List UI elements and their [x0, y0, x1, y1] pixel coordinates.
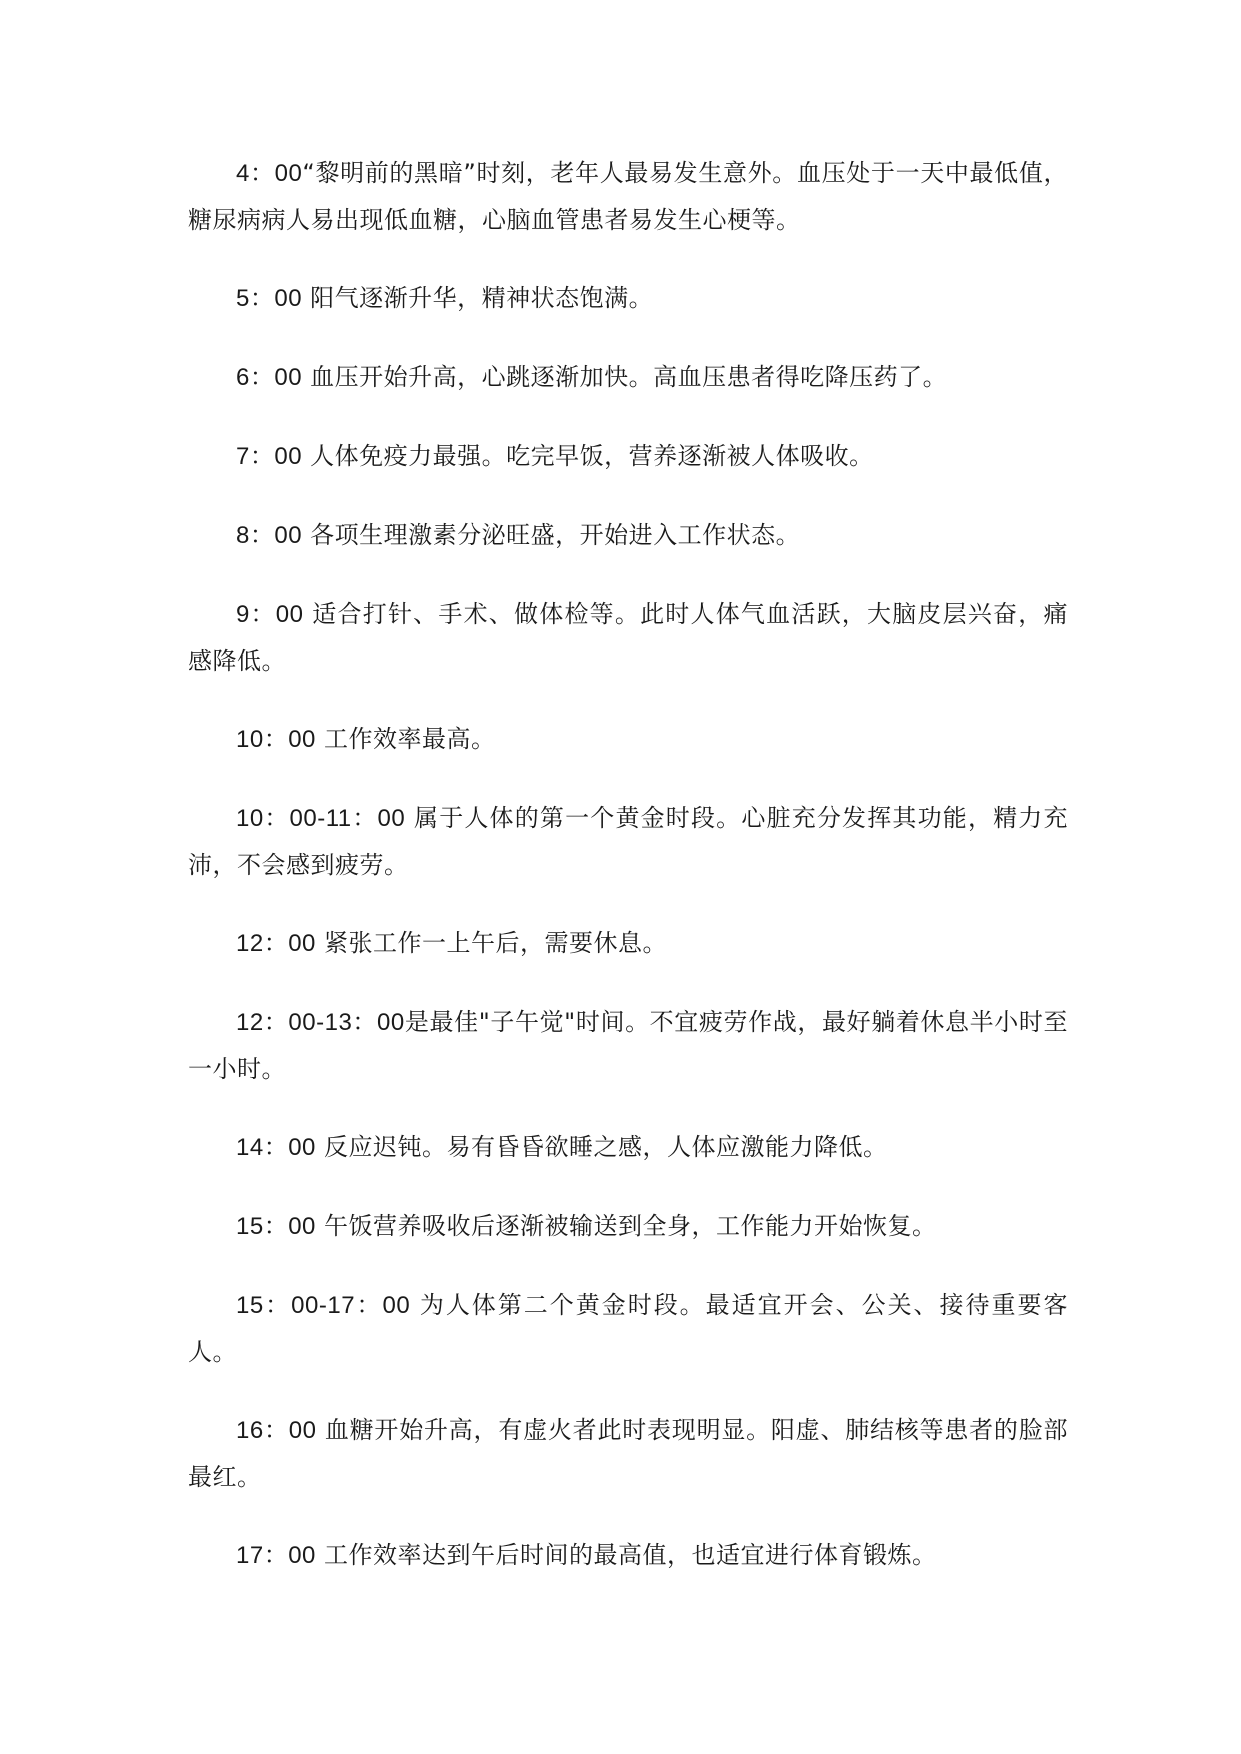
- paragraph-text: 为人体第二个黄金时段。最适宜开会、公关、接待重要客人。: [188, 1291, 1068, 1366]
- time-label: 12：00-13：00: [236, 1009, 405, 1036]
- time-label: 5：00: [236, 285, 303, 312]
- paragraph-0600: [188, 354, 1068, 401]
- paragraph-text: 人体免疫力最强。吃完早饭，营养逐渐被人体吸收。: [302, 442, 874, 470]
- paragraph-1200: [188, 920, 1068, 967]
- paragraph-1000: [188, 716, 1068, 763]
- time-label: 8：00: [236, 522, 303, 549]
- time-label: 9：00: [236, 601, 304, 628]
- time-label: 15：00-17：00: [236, 1292, 411, 1319]
- paragraph-1700: [188, 1532, 1068, 1579]
- time-label: 15：00: [236, 1213, 316, 1240]
- paragraph-text: 是最佳"子午觉"时间。不宜疲劳作战，最好躺着休息半小时至一小时。: [188, 1008, 1068, 1083]
- time-label: 12：00: [236, 930, 316, 957]
- paragraph-0900: [188, 591, 1068, 684]
- paragraph-1600: [188, 1407, 1068, 1500]
- time-label: 7：00: [236, 443, 303, 470]
- paragraph-text: 工作效率最高。: [315, 725, 496, 753]
- paragraph-1500: [188, 1203, 1068, 1250]
- paragraph-1400: [188, 1124, 1068, 1171]
- paragraph-0700: [188, 433, 1068, 480]
- paragraph-1500-1700: [188, 1282, 1068, 1375]
- paragraph-text: 午饭营养吸收后逐渐被输送到全身，工作能力开始恢复。: [315, 1212, 937, 1240]
- paragraph-text: 紧张工作一上午后，需要休息。: [315, 929, 668, 957]
- paragraph-text: 阳气逐渐升华，精神状态饱满。: [302, 284, 654, 312]
- time-label: 6：00: [236, 364, 303, 391]
- time-label: 17：00: [236, 1542, 316, 1569]
- time-label: 14：00: [236, 1134, 316, 1161]
- time-label: 10：00: [236, 726, 316, 753]
- paragraph-0400: [188, 150, 1068, 243]
- paragraph-text: 适合打针、手术、做体检等。此时人体气血活跃，大脑皮层兴奋，痛感降低。: [188, 600, 1068, 675]
- document-body: [188, 150, 1068, 1611]
- paragraph-0800: [188, 512, 1068, 559]
- paragraph-text: 各项生理激素分泌旺盛，开始进入工作状态。: [302, 521, 801, 549]
- paragraph-text: 血糖开始升高，有虚火者此时表现明显。阳虚、肺结核等患者的脸部最红。: [188, 1416, 1068, 1491]
- time-label: 10：00-11：00: [236, 805, 406, 832]
- paragraph-text: 血压开始升高，心跳逐渐加快。高血压患者得吃降压药了。: [302, 363, 948, 391]
- time-label: 16：00: [236, 1417, 317, 1444]
- paragraph-1000-1100: [188, 795, 1068, 888]
- paragraph-0500: [188, 275, 1068, 322]
- paragraph-1200-1300: [188, 999, 1068, 1092]
- paragraph-text: 属于人体的第一个黄金时段。心脏充分发挥其功能，精力充沛，不会感到疲劳。: [188, 804, 1068, 879]
- paragraph-text: 反应迟钝。易有昏昏欲睡之感，人体应激能力降低。: [315, 1133, 888, 1161]
- paragraph-text: “黎明前的黑暗”时刻，老年人最易发生意外。血压处于一天中最低值，糖尿病病人易出现低血糖，心脑血管患者易发生心梗等。: [188, 159, 1068, 234]
- time-label: 4：00: [236, 160, 303, 187]
- paragraph-text: 工作效率达到午后时间的最高值，也适宜进行体育锻炼。: [315, 1541, 937, 1569]
